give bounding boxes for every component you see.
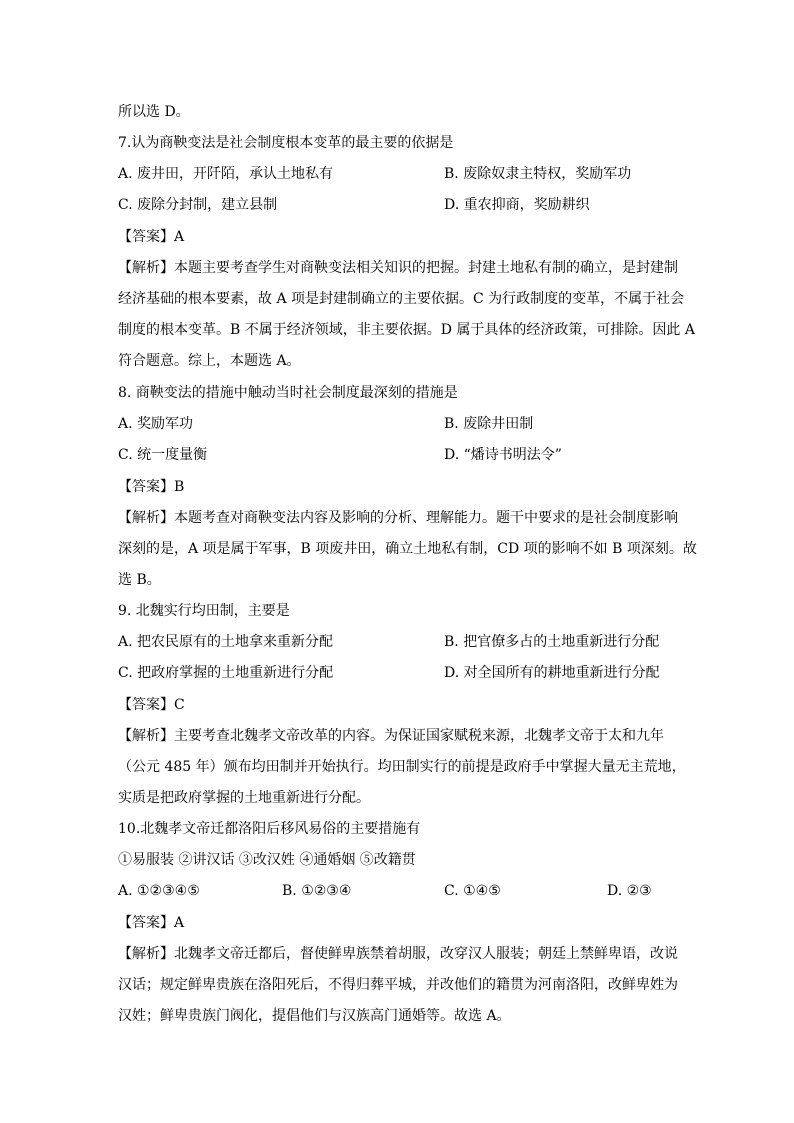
analysis-9-line: 【解析】主要考查北魏孝文帝改革的内容。为保证国家赋税来源，北魏孝文帝于太和九年 (118, 728, 664, 744)
option-10c: C. ①④⑤ (444, 883, 501, 899)
option-7c: C. 废除分封制，建立县制 (118, 197, 278, 213)
question-10-items: ①易服装 ②讲汉话 ③改汉姓 ④通婚姻 ⑤改籍贯 (118, 852, 416, 868)
question-10: 10.北魏孝文帝迁都洛阳后移风易俗的主要措施有 (118, 821, 421, 837)
option-8c: C. 统一度量衡 (118, 447, 208, 463)
answer-7: 【答案】A (118, 229, 185, 245)
answer-10: 【答案】A (118, 915, 185, 931)
answer-8: 【答案】B (118, 479, 185, 495)
option-10d: D. ②③ (607, 883, 652, 899)
analysis-7-line: 经济基础的根本要素，故 A 项是封建制确立的主要依据。C 为行政制度的变革，不属于社会 (118, 291, 685, 307)
option-9b: B. 把官僚多占的土地重新进行分配 (444, 634, 660, 650)
analysis-8-line: 【解析】本题考查对商鞅变法内容及影响的分析、理解能力。题干中要求的是社会制度影响 (118, 510, 678, 526)
option-7a: A. 废井田，开阡陌，承认土地私有 (118, 166, 334, 182)
analysis-9-line: 实质是把政府掌握的土地重新进行分配。 (118, 790, 370, 806)
question-8: 8. 商鞅变法的措施中触动当时社会制度最深刻的措施是 (118, 385, 458, 401)
analysis-8-line: 深刻的是，A 项是属于军事，B 项废井田，确立土地私有制，CD 项的影响不如 B 项深刻。故 (118, 541, 697, 557)
analysis-8-line: 选 B。 (118, 572, 161, 588)
answer-9: 【答案】C (118, 697, 185, 713)
question-7: 7.认为商鞅变法是社会制度根本变革的最主要的依据是 (118, 135, 454, 151)
option-8b: B. 废除井田制 (444, 416, 534, 432)
option-8d: D. “燔诗书明法令” (444, 447, 562, 463)
analysis-9-line: （公元 485 年）颁布均田制并开始执行。均田制实行的前提是政府手中掌握大量无主荒地， (118, 759, 686, 775)
analysis-7-line: 制度的根本变革。B 不属于经济领域，非主要依据。D 属于具体的经济政策，可排除。因此 A (118, 322, 695, 338)
option-9d: D. 对全国所有的耕地重新进行分配 (444, 665, 660, 681)
option-7d: D. 重农抑商，奖励耕织 (444, 197, 590, 213)
option-10b: B. ①②③④ (282, 883, 352, 899)
analysis-10-line: 【解析】北魏孝文帝迁都后，督使鲜卑族禁着胡服，改穿汉人服装；朝廷上禁鲜卑语，改说 (118, 946, 678, 962)
option-7b: B. 废除奴隶主特权，奖励军功 (444, 166, 632, 182)
analysis-7-line: 符合题意。综上，本题选 A。 (118, 353, 301, 369)
option-8a: A. 奖励军功 (118, 416, 194, 432)
question-9: 9. 北魏实行均田制，主要是 (118, 603, 290, 619)
option-9c: C. 把政府掌握的土地重新进行分配 (118, 665, 334, 681)
option-9a: A. 把农民原有的土地拿来重新分配 (118, 634, 334, 650)
option-10a: A. ①②③④⑤ (118, 883, 200, 899)
analysis-7-line: 【解析】本题主要考查学生对商鞅变法相关知识的把握。封建土地私有制的确立，是封建制 (118, 260, 678, 276)
analysis-10-line: 汉话；规定鲜卑贵族在洛阳死后，不得归葬平城，并改他们的籍贯为河南洛阳，改鲜卑姓为 (118, 977, 678, 993)
text-line: 所以选 D。 (118, 104, 190, 120)
analysis-10-line: 汉姓；鲜卑贵族门阀化，提倡他们与汉族高门通婚等。故选 A。 (118, 1008, 511, 1024)
